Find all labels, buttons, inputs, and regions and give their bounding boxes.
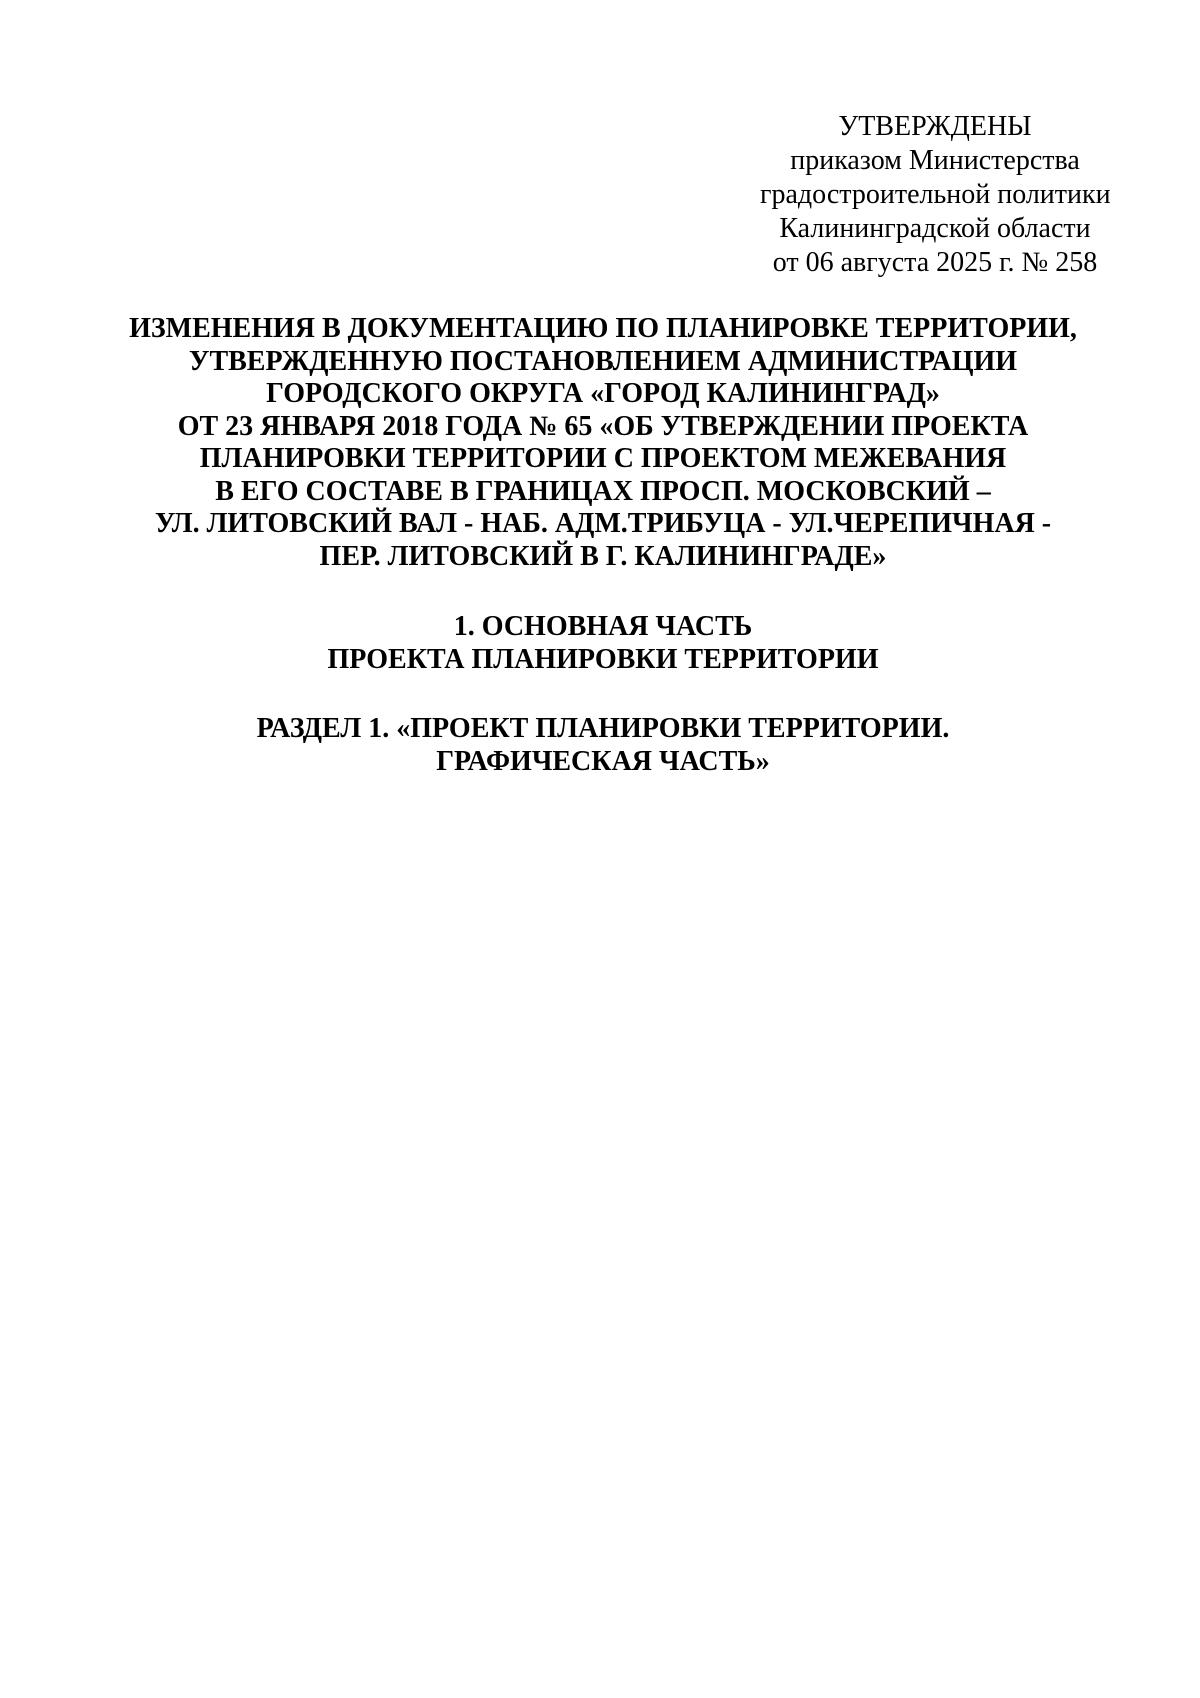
section-heading [120,712,1086,778]
section-heading-line: РАЗДЕЛ 1. «ПРОЕКТ ПЛАНИРОВКИ ТЕРРИТОРИИ. [256,713,950,744]
document-title [120,313,1086,573]
title-line: ГОРОДСКОГО ОКРУГА «ГОРОД КАЛИНИНГРАД» [266,378,940,409]
approval-date-number: от 06 августа 2025 г. № 258 [772,247,1098,278]
section-heading-line: ГРАФИЧЕСКАЯ ЧАСТЬ» [436,746,770,777]
title-line: УЛ. ЛИТОВСКИЙ ВАЛ - НАБ. АДМ.ТРИБУЦА - УЛ.ЧЕРЕПИЧНАЯ - [154,508,1052,539]
approval-heading: УТВЕРЖДЕНЫ [838,111,1032,142]
title-line: В ЕГО СОСТАВЕ В ГРАНИЦАХ ПРОСП. МОСКОВСКИЙ – [215,475,991,507]
part-heading [120,610,1086,676]
title-line: ПЕР. ЛИТОВСКИЙ В Г. КАЛИНИНГРАДЕ» [319,540,887,572]
title-line: ИЗМЕНЕНИЯ В ДОКУМЕНТАЦИЮ ПО ПЛАНИРОВКЕ ТЕРРИТОРИИ, [129,313,1077,344]
approval-line: Калининградской области [779,213,1091,244]
approval-line: градостроительной политики [760,179,1111,210]
approval-line: приказом Министерства [790,145,1080,176]
title-line: ПЛАНИРОВКИ ТЕРРИТОРИИ С ПРОЕКТОМ МЕЖЕВАНИЯ [199,443,1007,474]
part-heading-line: 1. ОСНОВНАЯ ЧАСТЬ [453,611,753,642]
part-heading-line: ПРОЕКТА ПЛАНИРОВКИ ТЕРРИТОРИИ [327,644,879,675]
title-line: УТВЕРЖДЕННУЮ ПОСТАНОВЛЕНИЕМ АДМИНИСТРАЦИИ [188,345,1018,377]
title-line: ОТ 23 ЯНВАРЯ 2018 ГОДА № 65 «ОБ УТВЕРЖДЕНИИ ПРОЕКТА [177,410,1029,442]
approval-stamp [760,110,1110,280]
